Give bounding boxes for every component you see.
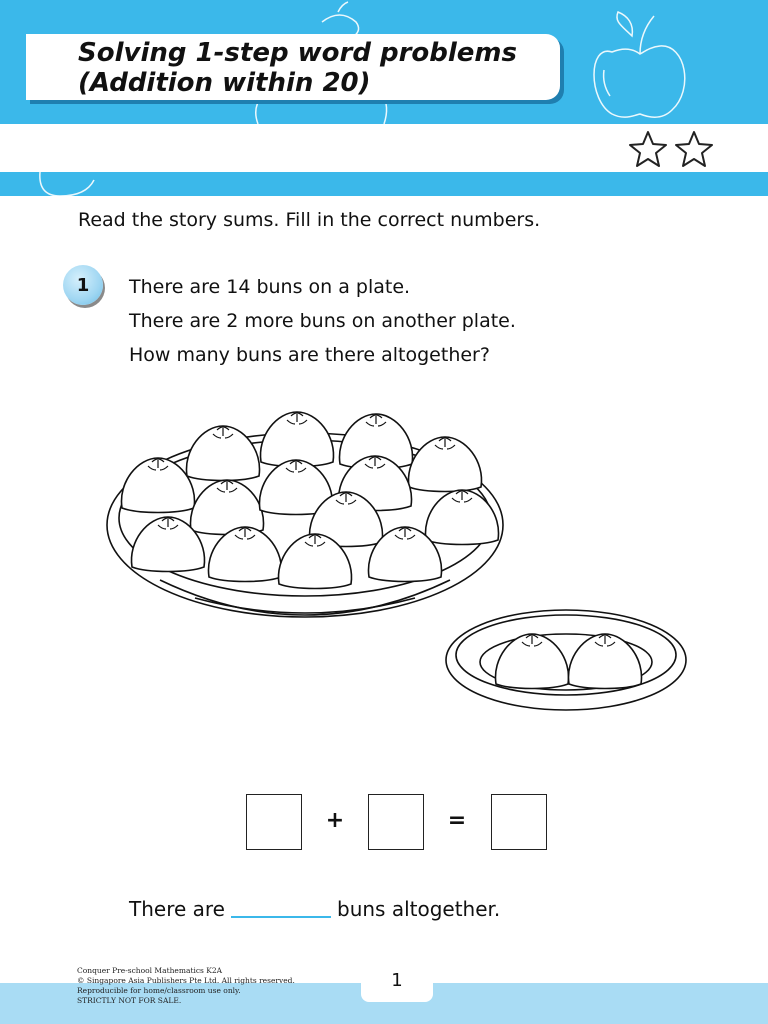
apple-icon bbox=[594, 12, 685, 117]
instruction-text: Read the story sums. Fill in the correct numbers. bbox=[78, 209, 541, 231]
addend-1-box[interactable] bbox=[246, 794, 302, 850]
bun-1 bbox=[186, 426, 259, 481]
story-text bbox=[129, 270, 516, 372]
answer-sentence bbox=[129, 895, 500, 923]
footer-line-4: STRICTLY NOT FOR SALE. bbox=[77, 996, 182, 1005]
buns-illustration bbox=[100, 400, 700, 720]
header-decoration bbox=[0, 0, 768, 200]
plus-sign: + bbox=[325, 808, 345, 833]
star-icon bbox=[676, 132, 712, 166]
story-line-2: There are 2 more buns on another plate. bbox=[129, 310, 516, 332]
bun-4 bbox=[408, 437, 481, 492]
page-title bbox=[78, 38, 558, 98]
answer-blank[interactable] bbox=[231, 916, 331, 918]
addend-2-box[interactable] bbox=[368, 794, 424, 850]
answer-suffix: buns altogether. bbox=[337, 897, 501, 921]
question-number-badge: 1 bbox=[63, 265, 103, 305]
footer-copyright bbox=[77, 966, 295, 1006]
bun-2 bbox=[260, 412, 333, 467]
answer-prefix: There are bbox=[129, 897, 225, 921]
title-line-2: (Addition within 20) bbox=[78, 68, 371, 98]
title-line-1: Solving 1-step word problems bbox=[78, 38, 518, 68]
star-icon bbox=[630, 132, 666, 166]
story-line-3: How many buns are there altogether? bbox=[129, 344, 490, 366]
sum-box[interactable] bbox=[491, 794, 547, 850]
equals-sign: = bbox=[447, 808, 467, 833]
footer-line-2: © Singapore Asia Publishers Pte Ltd. All rights reserved. bbox=[77, 976, 295, 985]
footer-line-1: Conquer Pre-school Mathematics K2A bbox=[77, 966, 223, 975]
footer-line-3: Reproducible for home/classroom use only. bbox=[77, 986, 241, 995]
story-line-1: There are 14 buns on a plate. bbox=[129, 276, 411, 298]
difficulty-stars bbox=[626, 128, 718, 170]
page-number: 1 bbox=[391, 970, 403, 991]
